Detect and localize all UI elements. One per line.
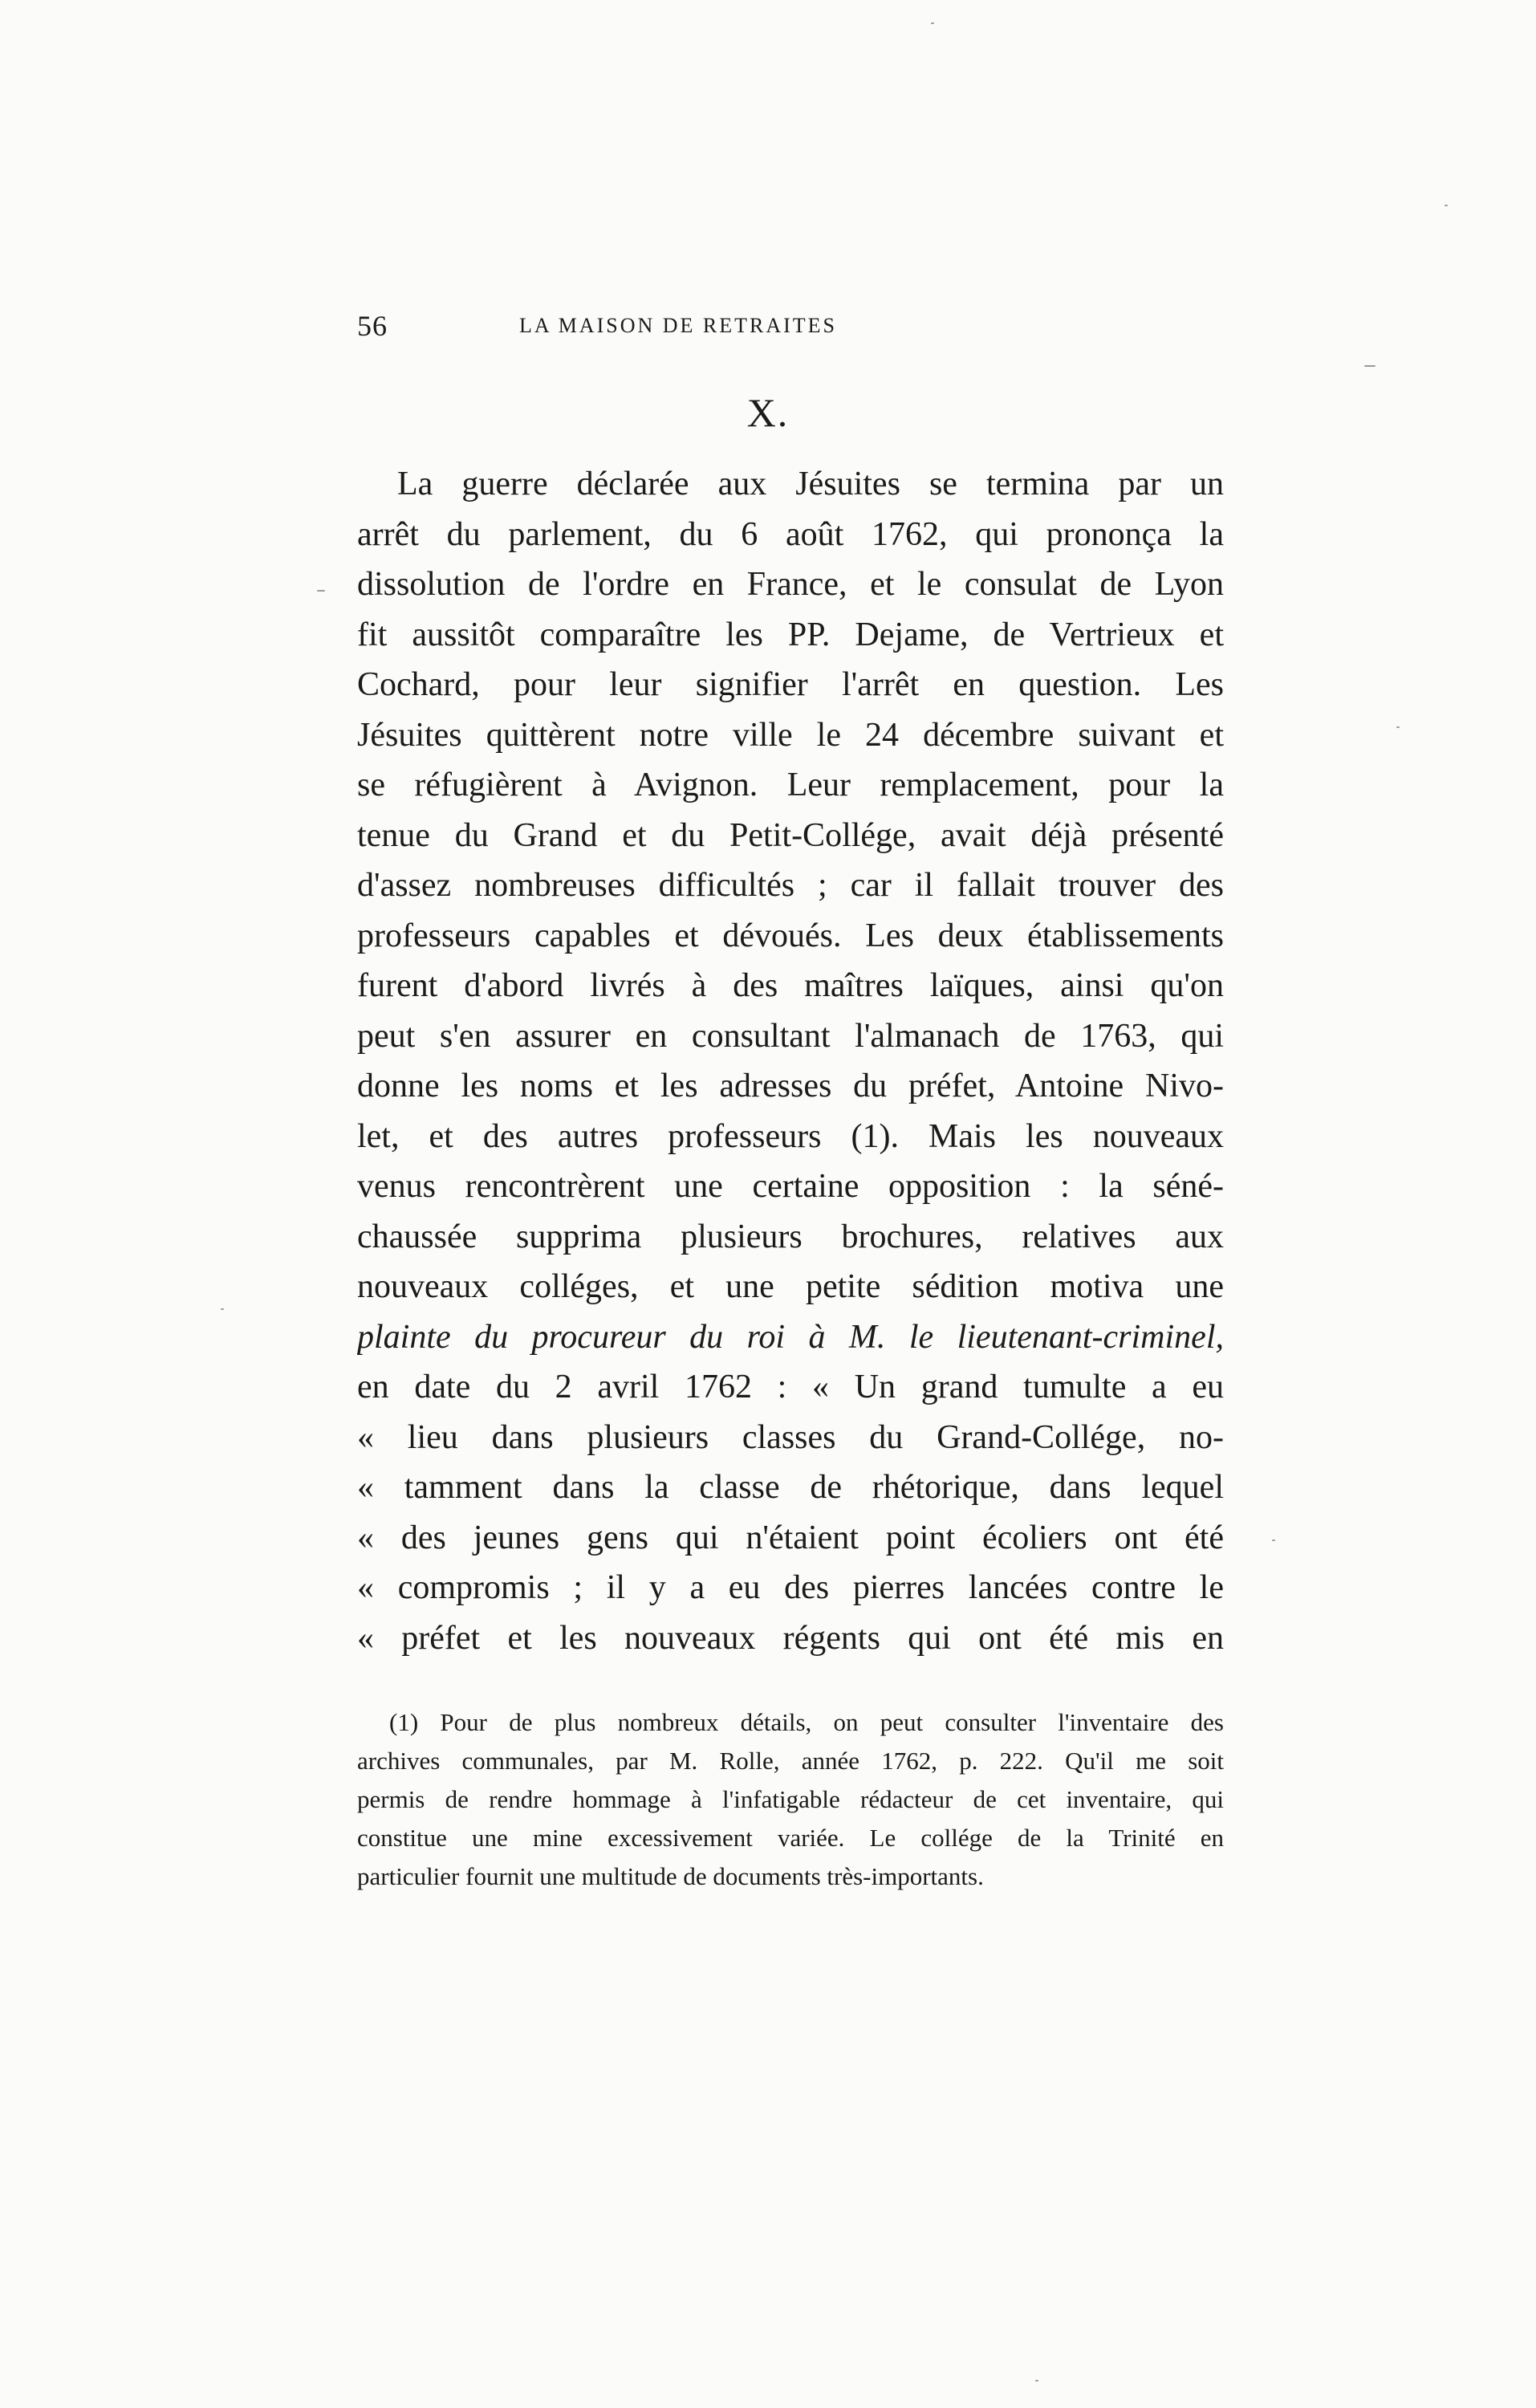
footnotes — [357, 1703, 1224, 1896]
quote-line: « tamment dans la classe de rhétorique, dans lequel — [357, 1469, 1224, 1506]
body-line: se réfugièrent à Avignon. Leur remplacement, pour la — [357, 767, 1224, 803]
quote-line: « lieu dans plusieurs classes du Grand-Collége, no- — [357, 1418, 1224, 1456]
body-line: professeurs capables et dévoués. Les deux établissements — [357, 917, 1224, 954]
body-line: peut s'en assurer en consultant l'almanach de 1763, qui — [357, 1017, 1224, 1055]
body-line: fit aussitôt comparaître les PP. Dejame, de Vertrieux et — [357, 616, 1224, 653]
italic-citation: plainte du procureur du roi à M. le lieutenant-criminel, — [357, 1318, 1224, 1356]
quote-line: « des jeunes gens qui n'étaient point écoliers ont été — [357, 1519, 1224, 1556]
body-line: chaussée supprima plusieurs brochures, relatives aux — [357, 1218, 1224, 1255]
footnote-line: constitue une mine excessivement variée. Le collége de la Trinité en — [357, 1824, 1224, 1852]
footnote-line: particulier fournit une multitude de documents très-importants. — [357, 1862, 984, 1890]
paper-speck — [317, 590, 325, 592]
body-line-italic — [357, 1312, 1224, 1363]
quote-line: en date du 2 avril 1762 : « Un grand tumulte a eu — [357, 1369, 1224, 1405]
body-line: Jésuites quittèrent notre ville le 24 décembre suivant et — [357, 716, 1224, 754]
paper-speck — [1445, 205, 1448, 206]
footnote-line: (1) Pour de plus nombreux détails, on peut consulter l'inventaire des — [389, 1708, 1224, 1736]
page-number: 56 — [357, 310, 388, 342]
body-line: Cochard, pour leur signifier l'arrêt en question. Les — [357, 666, 1224, 703]
quote-line: « compromis ; il y a eu des pierres lancées contre le — [357, 1569, 1224, 1606]
body-line: furent d'abord livrés à des maîtres laïques, ainsi qu'on — [357, 967, 1224, 1004]
body-line: d'assez nombreuses difficultés ; car il fallait trouver des — [357, 867, 1224, 904]
body-line: nouveaux colléges, et une petite sédition motiva une — [357, 1268, 1224, 1305]
footnote-line: archives communales, par M. Rolle, année 1762, p. 222. Qu'il me soit — [357, 1747, 1224, 1775]
body-line: tenue du Grand et du Petit-Collége, avait déjà présenté — [357, 816, 1224, 854]
body-line: arrêt du parlement, du 6 août 1762, qui prononça la — [357, 515, 1224, 553]
body-line: dissolution de l'ordre en France, et le consulat de Lyon — [357, 566, 1224, 603]
paper-speck — [1396, 726, 1400, 728]
paper-speck — [1364, 365, 1375, 367]
quote-line: « préfet et les nouveaux régents qui ont été mis en — [357, 1619, 1224, 1657]
paper-speck — [1035, 2380, 1038, 2382]
paper-speck — [931, 22, 934, 24]
body-line: venus rencontrèrent une certaine opposition : la séné- — [357, 1168, 1224, 1205]
body-line: donne les noms et les adresses du préfet, Antoine Nivo- — [357, 1068, 1224, 1104]
body-text — [357, 459, 1224, 1663]
section-heading: X. — [746, 390, 790, 435]
paper-speck — [221, 1308, 224, 1310]
footnote-line: permis de rendre hommage à l'infatigable rédacteur de cet inventaire, qui — [357, 1785, 1224, 1813]
body-line: let, et des autres professeurs (1). Mais les nouveaux — [357, 1117, 1224, 1155]
body-line: La guerre déclarée aux Jésuites se termina par un — [397, 466, 1224, 502]
running-title: LA MAISON DE RETRAITES — [518, 314, 838, 337]
page-header — [357, 309, 999, 349]
paper-speck — [1272, 1540, 1275, 1541]
